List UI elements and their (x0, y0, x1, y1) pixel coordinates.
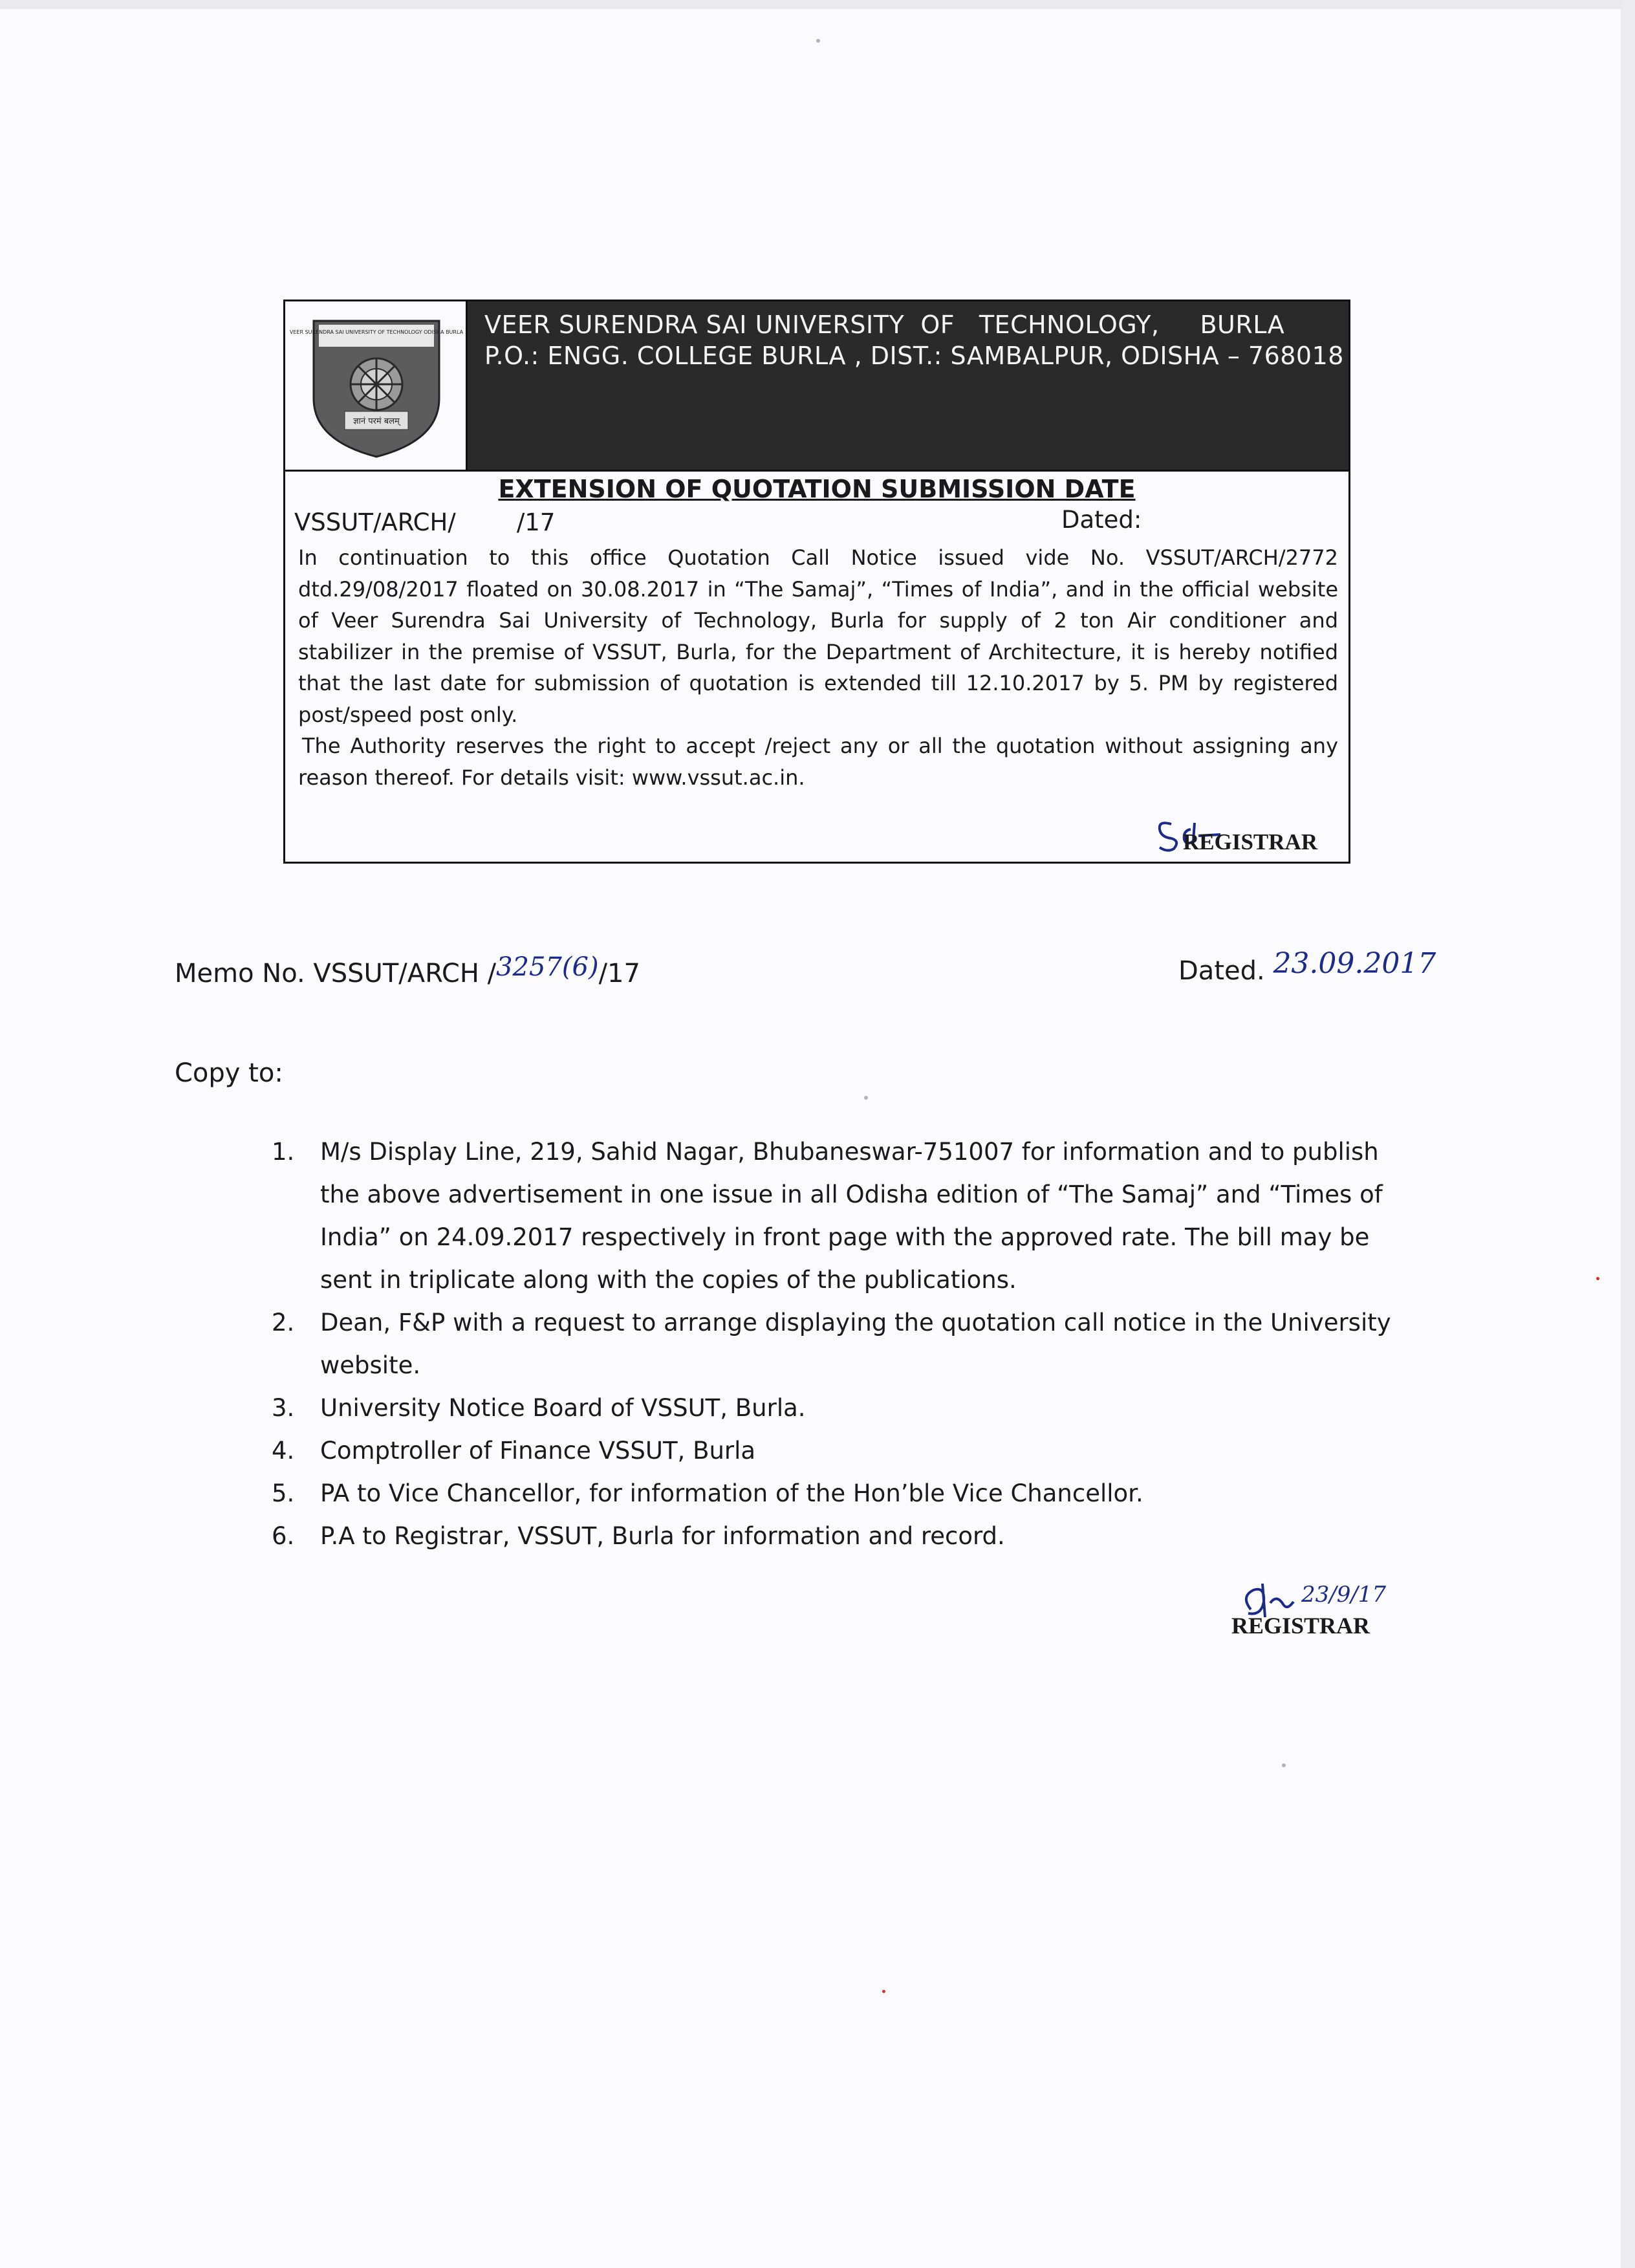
scan-edge-top (0, 0, 1635, 9)
paper-speck (1282, 1763, 1286, 1767)
memo-suffix: /17 (598, 959, 640, 988)
list-item-text: M/s Display Line, 219, Sahid Nagar, Bhubaneswar-751007 for information and to publish the above advertisement in one issue in all Odisha edition of “The Samaj” and “Times of India” on 24.09.2017 respectively in front page with the approved rate. The bill may be sent in triplicate along with the copies of the publications. (320, 1138, 1383, 1294)
paper-speck (1596, 1277, 1599, 1280)
registrar-signature-date: 23/9/17 (1301, 1582, 1387, 1608)
header-title-band (468, 301, 1348, 470)
header-divider (285, 470, 1348, 472)
list-item-text: University Notice Board of VSSUT, Burla. (320, 1394, 806, 1422)
list-item (272, 1302, 1397, 1387)
memo-prefix: Memo No. VSSUT/ARCH / (175, 959, 497, 988)
logo-motto-text: ज्ञानं परमं बलम् (353, 417, 400, 426)
scan-edge-right (1621, 0, 1635, 2268)
notice-heading: EXTENSION OF QUOTATION SUBMISSION DATE (498, 475, 1136, 503)
memo-handwritten-date: 23.09.2017 (1273, 947, 1436, 980)
svg-text:Sd: Sd (1152, 816, 1153, 817)
memo-number (175, 952, 640, 988)
list-item-number: 6. (272, 1522, 295, 1550)
list-item (272, 1131, 1397, 1302)
registrar-label: REGISTRAR (1231, 1613, 1370, 1639)
list-item-number: 4. (272, 1437, 295, 1465)
list-item-text: Dean, F&P with a request to arrange displaying the quotation call notice in the University website. (320, 1309, 1391, 1379)
university-header (285, 301, 1348, 470)
notice-signer: REGISTRAR (1183, 829, 1318, 855)
university-address: P.O.: ENGG. COLLEGE BURLA , DIST.: SAMBALPUR, ODISHA – 768018 (484, 342, 1344, 370)
notice-paragraph-1: In continuation to this office Quotation Call Notice issued vide No. VSSUT/ARCH/2772 dtd.29/08/2017 floated on 30.08.2017 in “The Samaj”, “Times of India”, and in the official website of Veer Surendra Sai University of Technology, Burla for supply of 2 ton Air conditioner and stabilizer in the premise of VSSUT, Burla, for the Department of Architecture, it is hereby notified that the last date for submission of quotation is extended till 12.10.2017 by 5. PM by registered post/speed post only. (298, 545, 1338, 727)
memo-dated-label: Dated. (1178, 956, 1265, 986)
list-item-text: PA to Vice Chancellor, for information of the Hon’ble Vice Chancellor. (320, 1479, 1143, 1507)
notice-body (298, 542, 1338, 793)
university-logo-icon (285, 301, 468, 470)
list-item-number: 1. (272, 1138, 295, 1166)
paper-speck (816, 39, 820, 43)
paper-speck (864, 1096, 868, 1100)
university-name: VEER SURENDRA SAI UNIVERSITY OF TECHNOLOGY, BURLA (484, 311, 1285, 339)
list-item-text: Comptroller of Finance VSSUT, Burla (320, 1437, 756, 1465)
list-item-number: 2. (272, 1309, 295, 1336)
copy-recipients-list (272, 1131, 1397, 1558)
university-logo-cell (285, 301, 468, 470)
memo-handwritten-number: 3257(6) (496, 952, 599, 982)
list-item (272, 1515, 1397, 1558)
list-item (272, 1472, 1397, 1515)
quotation-notice-box (283, 300, 1350, 864)
list-item-text: P.A to Registrar, VSSUT, Burla for information and record. (320, 1522, 1005, 1550)
list-item-number: 5. (272, 1479, 295, 1507)
list-item (272, 1387, 1397, 1430)
list-item-number: 3. (272, 1394, 295, 1422)
notice-paragraph-2: The Authority reserves the right to accept /reject any or all the quotation without assigning any reason thereof. For details visit: www.vssut.ac.in. (298, 734, 1338, 790)
notice-dated-label: Dated: (1061, 506, 1142, 534)
list-item (272, 1430, 1397, 1472)
logo-top-text: VEER SURENDRA SAI UNIVERSITY OF TECHNOLOGY ODISHA BURLA (289, 329, 464, 335)
copy-to-label: Copy to: (175, 1058, 283, 1088)
notice-reference-number: VSSUT/ARCH/ /17 (294, 508, 556, 536)
paper-speck (882, 1990, 885, 1993)
memo-date (1178, 947, 1436, 987)
